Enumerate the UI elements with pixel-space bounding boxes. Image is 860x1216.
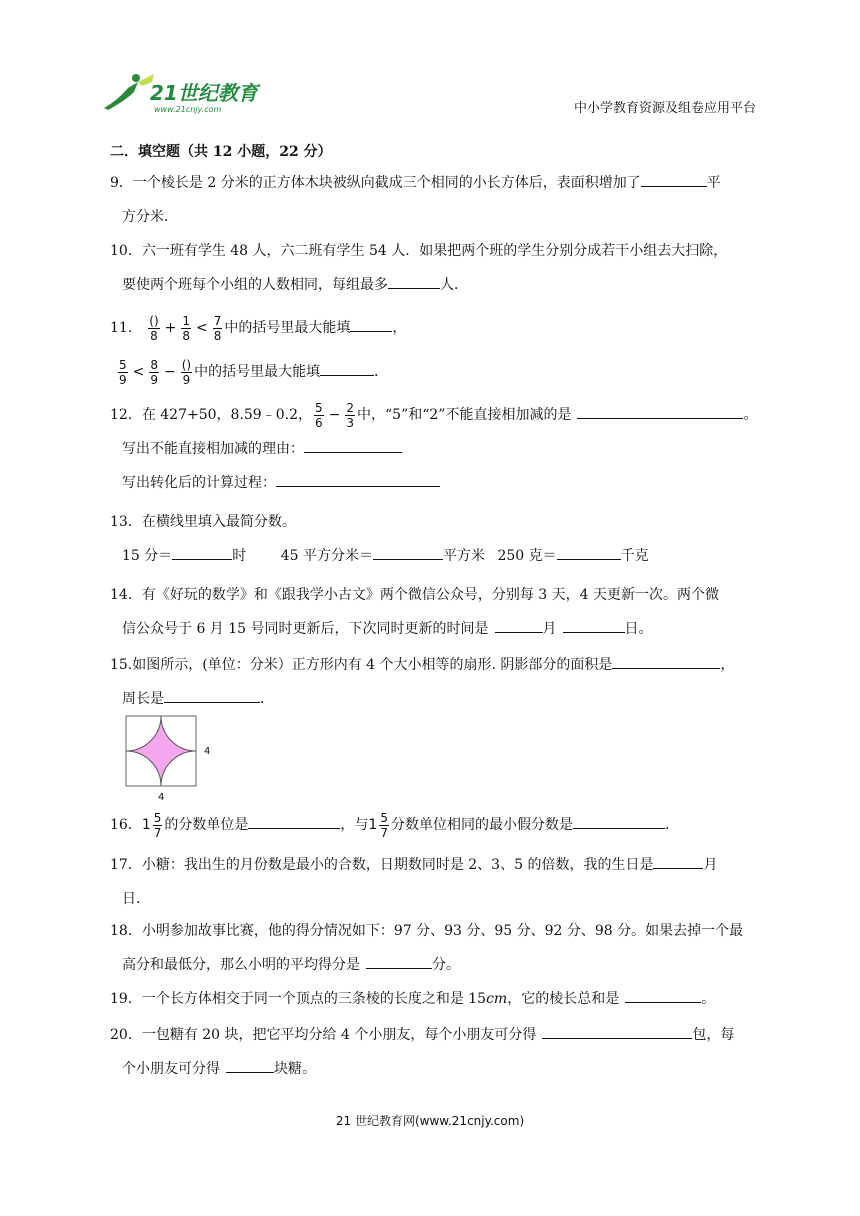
fraction: $\frac{5}{7}$	[153, 810, 162, 840]
footer-text: 21 世纪教育网(www.21cnjy.com)	[335, 1114, 525, 1128]
svg-text:www.21cnjy.com: www.21cnjy.com	[154, 105, 222, 114]
question-19: 19．一个长方体相交于同一个顶点的三条棱的长度之和是 15cm，它的棱长总和是 。	[110, 982, 760, 1016]
question-15: 15.如图所示，(单位：分米）正方形内有 4 个大小相等的扇形. 阴影部分的面积是 ， 周长是 .	[110, 648, 760, 716]
answer-blank[interactable]	[573, 812, 665, 829]
platform-label: 中小学教育资源及组卷应用平台	[574, 101, 757, 116]
question-13: 13．在横线里填入最简分数。 15 分＝ 时 45 平方分米＝ 平方米 250 克＝ 千克	[110, 514, 649, 564]
fraction: $\frac{()}{8}$	[149, 313, 159, 343]
answer-blank[interactable]	[366, 952, 432, 969]
fraction: $\frac{8}{9}$	[150, 357, 159, 387]
answer-blank[interactable]	[641, 170, 707, 187]
answer-blank[interactable]	[388, 272, 440, 289]
question-16: 16．1 $\frac{5}{7}$ 的分数单位是 ，与1 $\frac{5}{7}$ 分数单位相同的最小假分数是 .	[110, 810, 670, 840]
answer-blank[interactable]	[495, 616, 543, 633]
question-12: 12．在 427+50，8.59﹣0.2， $\frac{5}{6}$ − $\frac{2}{3}$ 中，“5”和“2”不能直接相加减的是 。 写出不能直接相加减的理由： 写出转化后的计算过程：	[110, 400, 758, 491]
answer-blank[interactable]	[226, 1056, 274, 1073]
answer-blank[interactable]	[350, 315, 392, 332]
answer-blank[interactable]	[577, 402, 743, 419]
answer-blank[interactable]	[320, 359, 374, 376]
section-title: 二．填空题（共 12 小题，22 分）	[110, 144, 332, 160]
fraction: $\frac{7}{8}$	[213, 313, 222, 343]
answer-blank[interactable]	[557, 543, 621, 560]
side-label-bottom: 4	[158, 792, 165, 803]
question-9: 9．一个棱长是 2 分米的正方体木块被纵向截成三个相同的小长方体后，表面积增加了 平 方分米．	[110, 166, 760, 234]
answer-blank[interactable]	[276, 470, 440, 487]
answer-blank[interactable]	[625, 986, 701, 1003]
answer-blank[interactable]	[612, 652, 720, 669]
site-logo	[98, 70, 268, 116]
fraction: $\frac{1}{8}$	[182, 313, 191, 343]
side-label-right: 4	[204, 746, 211, 757]
answer-blank[interactable]	[373, 543, 443, 560]
answer-blank[interactable]	[304, 436, 402, 453]
question-10: 10．六一班有学生 48 人，六二班有学生 54 人．如果把两个班的学生分别分成若干小组去大扫除， 要使两个班每个小组的人数相同，每组最多 人．	[110, 243, 728, 293]
answer-blank[interactable]	[164, 686, 260, 703]
fraction: $\frac{5}{7}$	[380, 810, 388, 840]
question-17: 17．小糖：我出生的月份数是最小的合数，日期数同时是 2、3、5 的倍数，我的生日是 月 日.	[110, 848, 760, 916]
question-20: 20．一包糖有 20 块，把它平均分给 4 个小朋友，每个小朋友可分得 包，每 个小朋友可分得 块糖。	[110, 1018, 760, 1086]
fraction: $\frac{()}{9}$	[181, 357, 192, 387]
answer-blank[interactable]	[563, 616, 625, 633]
question-14: 14．有《好玩的数学》和《跟我学小古文》两个微信公众号，分别每 3 天，4 天更新一次。两个微 信公众号于 6 月 15 号同时更新后，下次同时更新的时间是 月 日。	[110, 587, 719, 637]
fraction: $\frac{5}{6}$	[314, 400, 323, 430]
svg-text:21世纪教育: 21世纪教育	[150, 81, 258, 105]
square-figure	[124, 714, 224, 808]
fraction: $\frac{2}{3}$	[346, 400, 354, 430]
answer-blank[interactable]	[542, 1022, 692, 1039]
question-18: 18．小明参加故事比赛，他的得分情况如下：97 分、93 分、95 分、92 分、98 分。如果去掉一个最 高分和最低分，那么小明的平均得分是 分。	[110, 923, 744, 973]
fraction: $\frac{5}{9}$	[119, 357, 127, 387]
answer-blank[interactable]	[653, 852, 703, 869]
answer-blank[interactable]	[172, 543, 232, 560]
question-11: 11． $\frac{()}{8}$ + $\frac{1}{8}$ < $\frac{7}{8}$ 中的括号里最大能填 ， $\frac{5}{9}$ < $\frac{8}{9}$ − $\frac{()}{9}$ 中的括号里最大能填 ．	[110, 313, 407, 387]
answer-blank[interactable]	[248, 812, 340, 829]
